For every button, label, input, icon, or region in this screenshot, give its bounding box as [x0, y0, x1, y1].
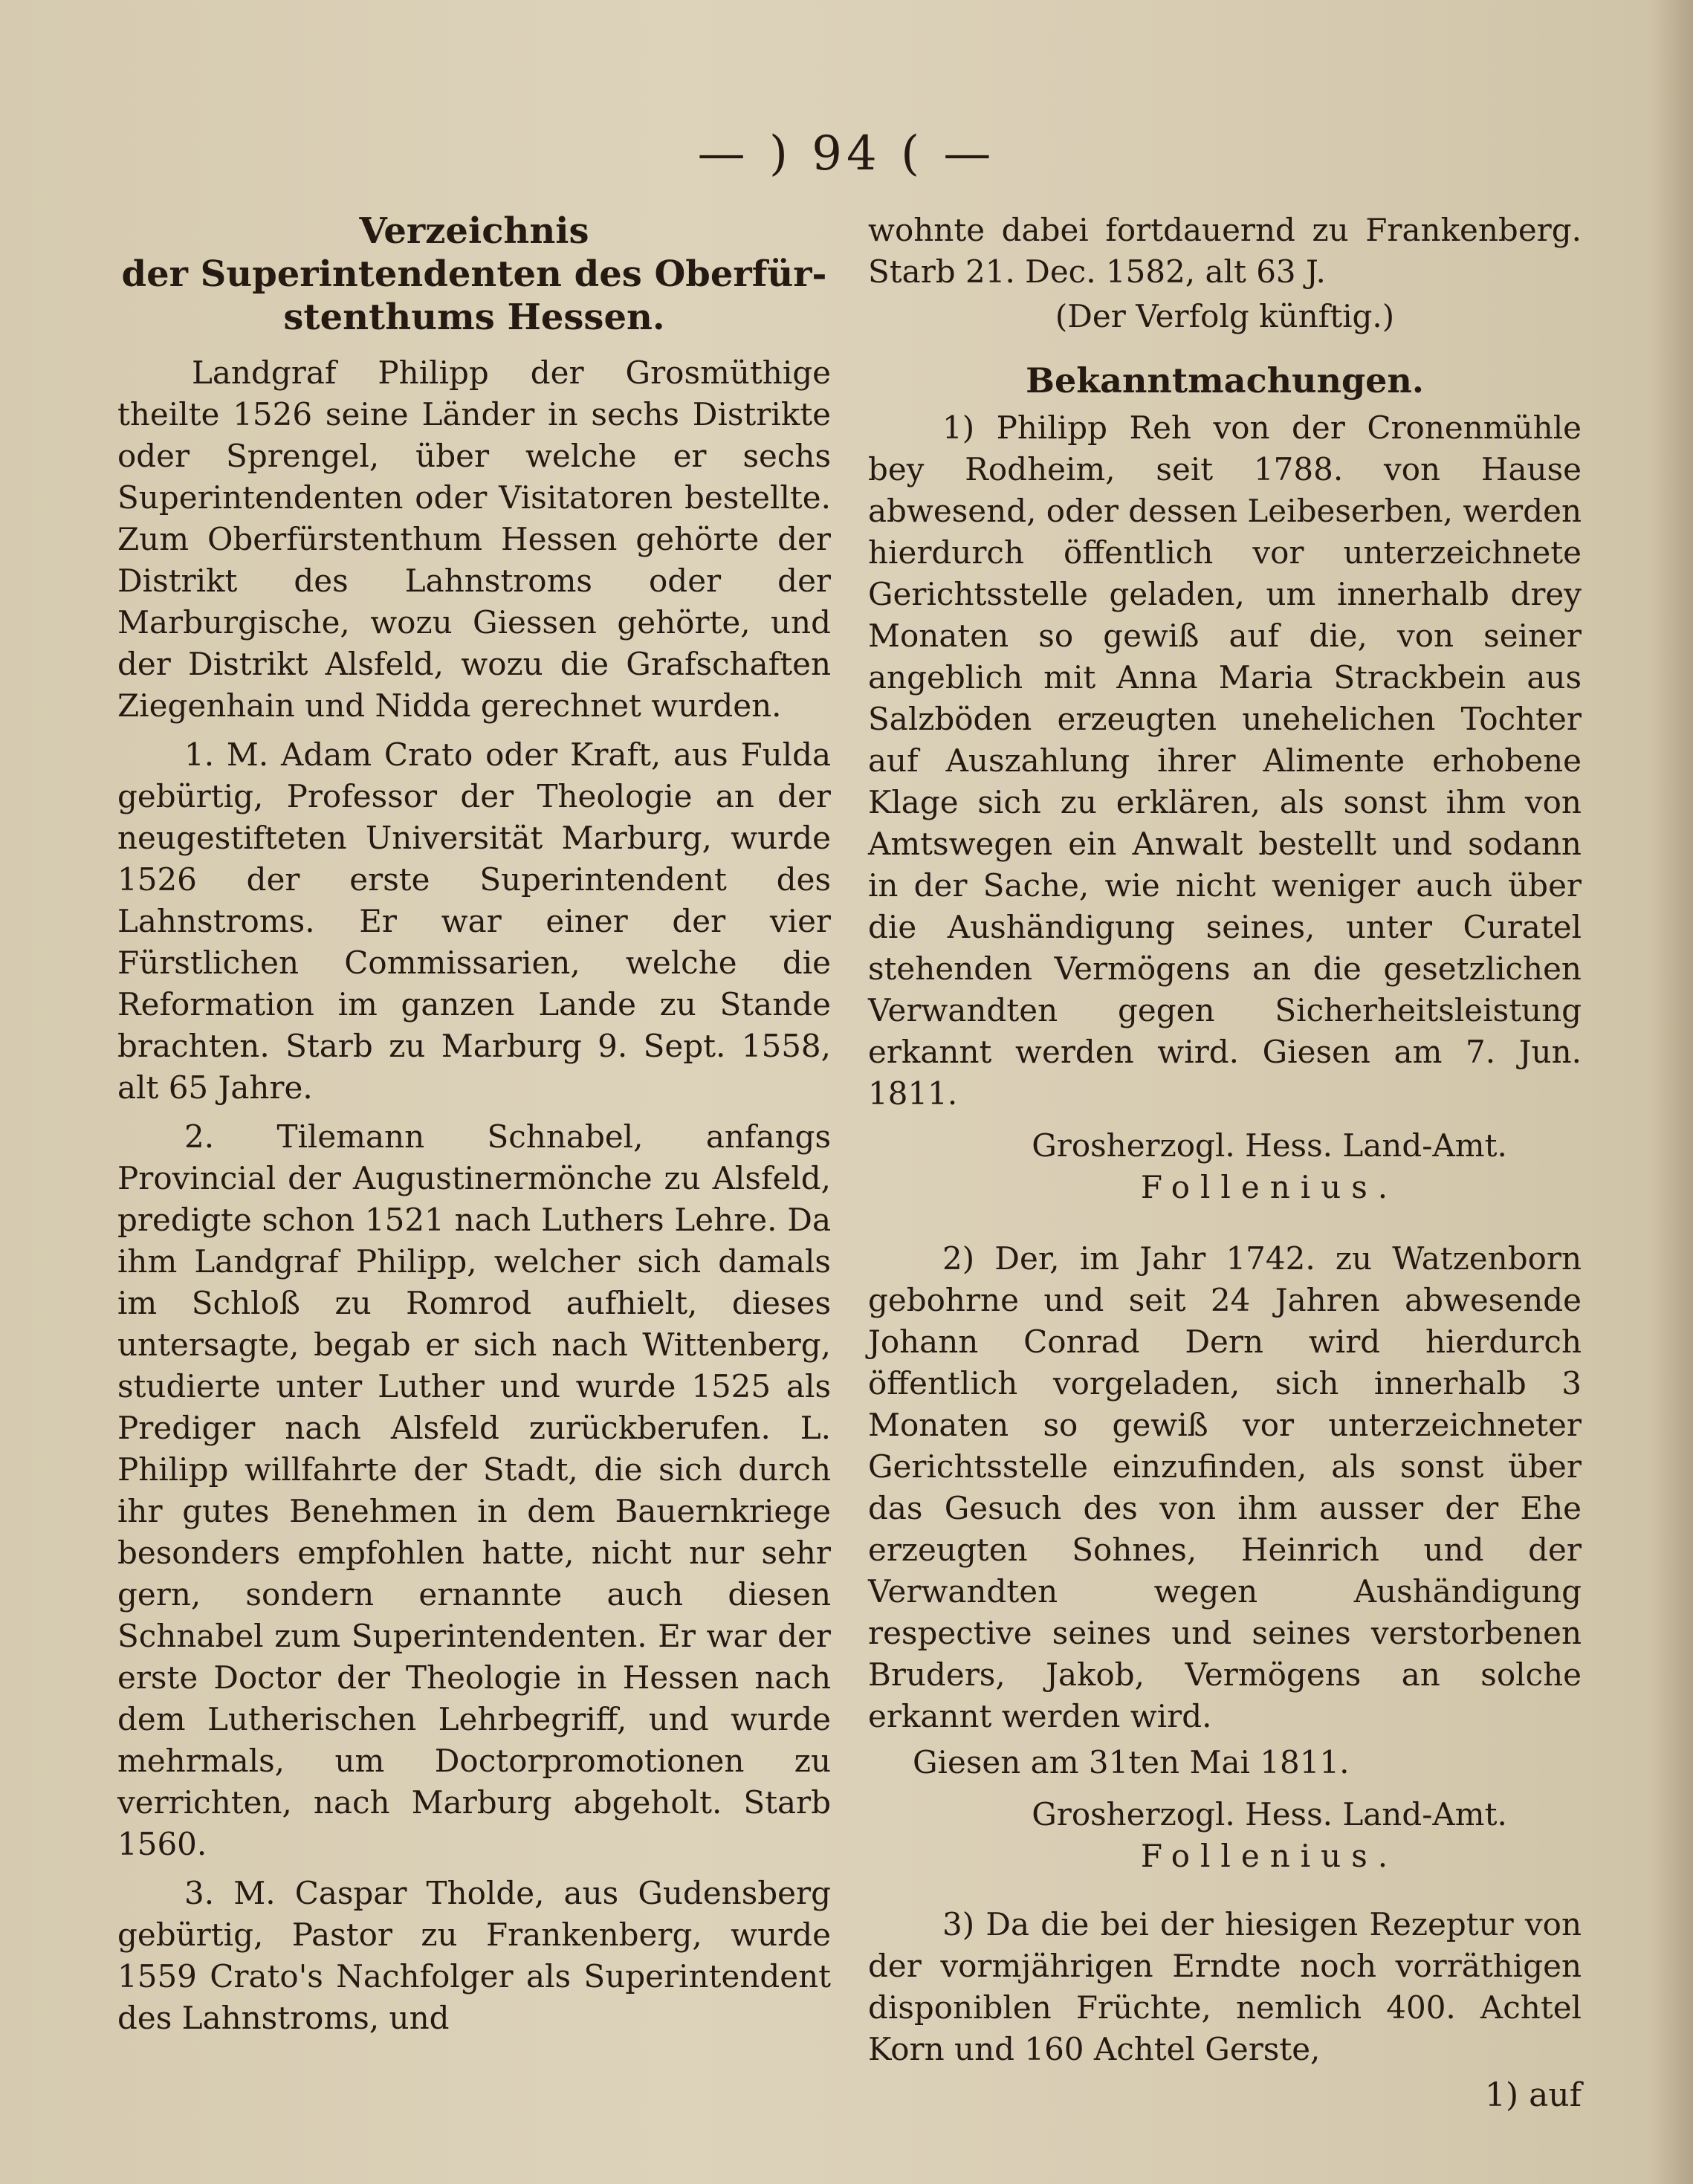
continued-note: (Der Verfolg künftig.): [1055, 298, 1395, 334]
superintendent-entry-2: 2. Tilemann Schnabel, anfangs Provincial der Augustinermönche zu Alsfeld, predigte schon 1521 nach Luthers Lehre. Da ihm Landgraf Philipp, welcher sich damals im Schloß zu Romrod aufhielt, dieses untersagte, begab er sich nach Wittenberg, studierte unter Luther und wurde 1525 als Prediger nach Alsfeld zurückberufen. L. Philipp willfahrte der Stadt, die sich durch ihr gutes Benehmen in dem Bauernkriege besonders empfohlen hatte, nicht nur sehr gern, sondern ernannte auch diesen Schnabel zum Superintendenten. Er war der erste Doctor der Theologie in Hessen nach dem Lutherischen Lehrbegriff, und wurde mehrmals, um Doctorpromotionen zu verrichten, nach Marburg abgeholt. Starb 1560.: [117, 1118, 831, 1862]
article-intro: Landgraf Philipp der Grosmüthige theilte 1526 seine Länder in sechs Distrikte oder Sprengel, über welche er sechs Superintendenten oder Visitatoren bestellte. Zum Oberfürstenthum Hessen gehörte der Distrikt des Lahnstroms oder der Marburgische, wozu Giessen gehörte, und der Distrikt Alsfeld, wozu die Grafschaften Ziegenhain und Nidda gerechnet wurden.: [117, 354, 831, 724]
right-column: [868, 210, 1582, 2116]
superintendent-entry-3: 3. M. Caspar Tholde, aus Gudensberg gebürtig, Pastor zu Frankenberg, wurde 1559 Crato's Nachfolger als Superintendent des Lahnstroms, und: [117, 1875, 831, 2036]
article-continuation: wohnte dabei fortdauernd zu Frankenberg. Starb 21. Dec. 1582, alt 63 J.: [868, 212, 1582, 290]
left-column: [117, 210, 831, 2039]
notice-2-date: Giesen am 31ten Mai 1811.: [913, 1744, 1350, 1780]
article-title-line-3: stenthums Hessen.: [283, 297, 665, 338]
notice-1-signature-name: Follenius.: [1140, 1169, 1399, 1205]
catchword: 1) auf: [1484, 2076, 1582, 2114]
page-spine-shadow: [1648, 0, 1693, 2184]
notice-3: 3) Da die bei der hiesigen Rezeptur von der vormjährigen Erndte noch vorräthigen disponiblen Früchte, nemlich 400. Achtel Korn und 160 Achtel Gerste,: [868, 1906, 1582, 2067]
notice-2-signature-office: Grosherzogl. Hess. Land-Amt.: [1032, 1796, 1507, 1833]
notice-2: 2) Der, im Jahr 1742. zu Watzenborn gebohrne und seit 24 Jahren abwesende Johann Conrad Dern wird hierdurch öffentlich vorgeladen, sich innerhalb 3 Monaten so gewiß vor unterzeichneter Gerichtsstelle einzufinden, als sonst über das Gesuch des von ihm ausser der Ehe erzeugten Sohnes, Heinrich und der Verwandten wegen Aushändigung respective seines und seines verstorbenen Bruders, Jakob, Vermögens an solche erkannt werden wird.: [868, 1240, 1582, 1734]
article-title-line-1: Verzeichnis: [359, 210, 589, 252]
page-number: — ) 94 ( —: [697, 126, 996, 181]
notices-heading: Bekanntmachungen.: [1026, 360, 1424, 401]
notice-1: 1) Philipp Reh von der Cronenmühle bey Rodheim, seit 1788. von Hause abwesend, oder dessen Leibeserben, werden hierdurch öffentlich vor unterzeichnete Gerichtsstelle geladen, um innerhalb drey Monaten so gewiß auf die, von seiner angeblich mit Anna Maria Strackbein aus Salzböden erzeugten unehelichen Tochter auf Auszahlung ihrer Alimente erhobene Klage sich zu erklären, als sonst ihm von Amtswegen ein Anwalt bestellt und sodann in der Sache, wie nicht weniger auch über die Aushändigung seines, unter Curatel stehenden Vermögens an die gesetzlichen Verwandten gegen Sicherheitsleistung erkannt werden wird. Giesen am 7. Jun. 1811.: [868, 409, 1582, 1112]
article-title-line-2: der Superintendenten des Oberfür-: [121, 253, 827, 295]
notice-1-signature-office: Grosherzogl. Hess. Land-Amt.: [1032, 1127, 1507, 1164]
superintendent-entry-1: 1. M. Adam Crato oder Kraft, aus Fulda gebürtig, Professor der Theologie an der neugestifteten Universität Marburg, wurde 1526 der erste Superintendent des Lahnstroms. Er war einer der vier Fürstlichen Commissarien, welche die Reformation im ganzen Lande zu Stande brachten. Starb zu Marburg 9. Sept. 1558, alt 65 Jahre.: [117, 736, 831, 1106]
notice-2-signature-name: Follenius.: [1140, 1838, 1399, 1874]
